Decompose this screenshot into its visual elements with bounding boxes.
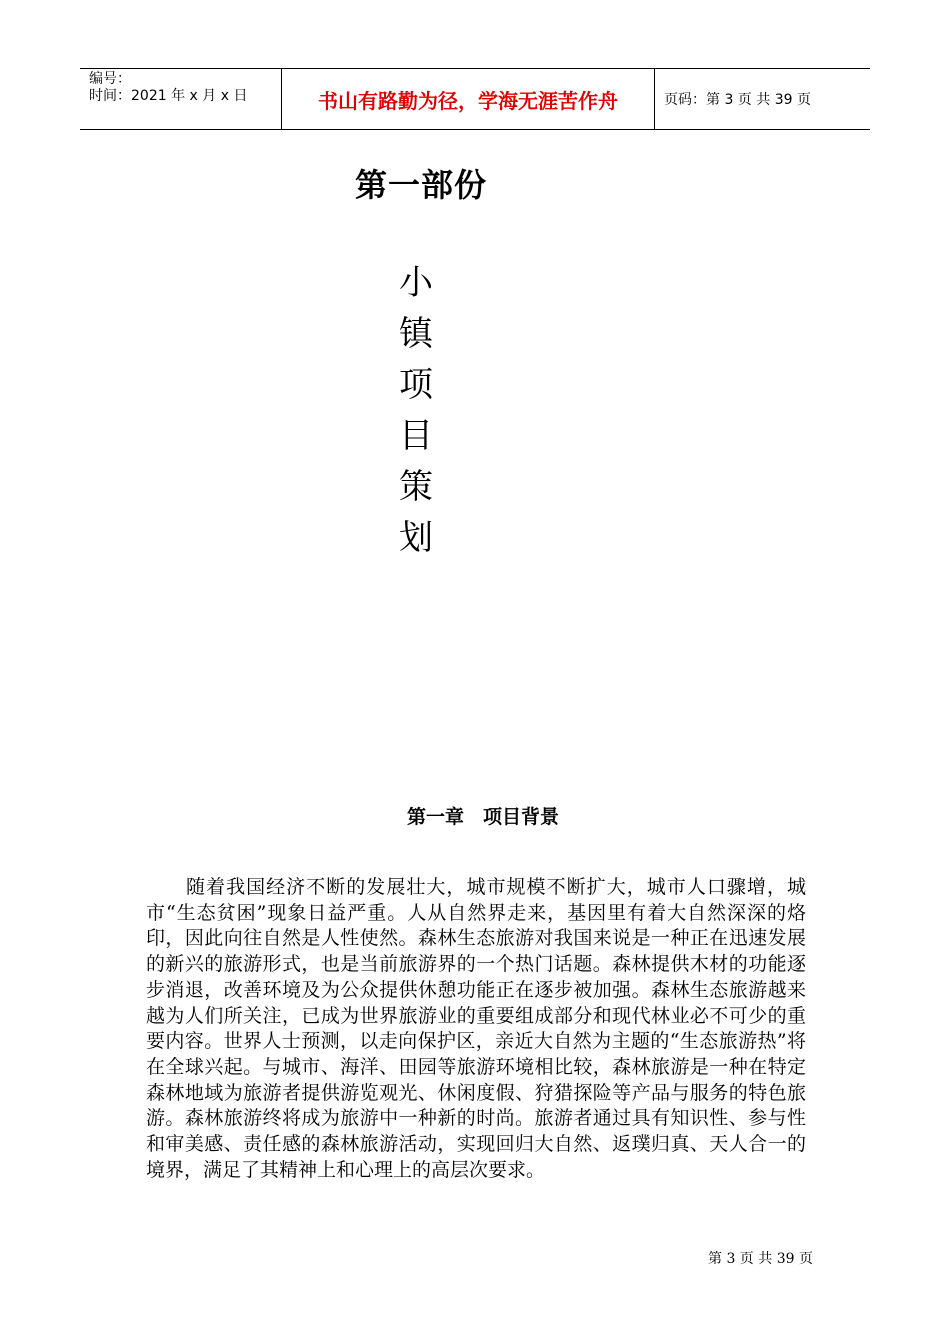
vertical-title-char: 镇	[399, 314, 433, 354]
page-header	[80, 68, 870, 130]
header-meta	[80, 69, 282, 129]
document-time: 时间：2021 年 x 月 x 日	[89, 88, 248, 104]
header-motto: 书山有路勤为径，学海无涯苦作舟	[282, 69, 655, 129]
chapter-title: 第一章 项目背景	[406, 806, 559, 828]
vertical-title-char: 小	[399, 263, 433, 303]
vertical-title-char: 策	[399, 467, 433, 507]
vertical-title-char: 项	[399, 365, 433, 405]
header-page-number: 页码：第 3 页 共 39 页	[664, 92, 811, 108]
vertical-title-char: 划	[399, 518, 433, 558]
body-paragraph: 随着我国经济不断的发展壮大，城市规模不断扩大，城市人口骤增，城市“生态贫困”现象日益严重。人从自然界走来，基因里有着大自然深深的烙印，因此向往自然是人性使然。森林生态旅游对我国来说是一种正在迅速发展的新兴的旅游形式，也是当前旅游界的一个热门话题。森林提供木材的功能逐步消退，改善环境及为公众提供休憩功能正在逐步被加强。森林生态旅游越来越为人们所关注，已成为世界旅游业的重要组成部分和现代林业必不可少的重要内容。世界人士预测，以走向保护区，亲近大自然为主题的“生态旅游热”将在全球兴起。与城市、海洋、田园等旅游环境相比较，森林旅游是一种在特定森林地域为旅游者提供游览观光、休闲度假、狩猎探险等产品与服务的特色旅游。森林旅游终将成为旅游中一种新的时尚。旅游者通过具有知识性、参与性和审美感、责任感的森林旅游活动，实现回归大自然、返璞归真、天人合一的境界，满足了其精神上和心理上的高层次要求。	[146, 876, 806, 1181]
vertical-title-char: 目	[399, 416, 433, 456]
vertical-title	[396, 258, 436, 564]
page-footer: 第 3 页 共 39 页	[708, 1251, 813, 1267]
document-number: 编号：	[89, 71, 131, 87]
part-title: 第一部份	[354, 166, 487, 204]
